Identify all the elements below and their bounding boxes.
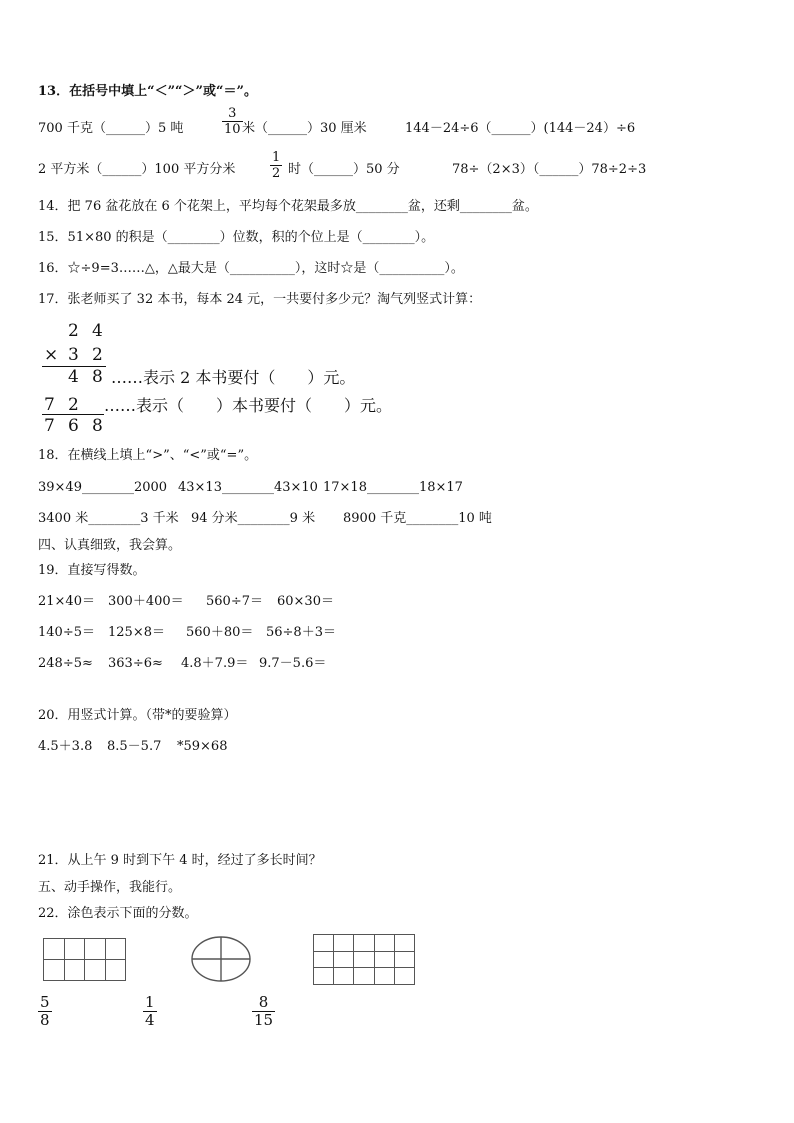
- q17-times-sign: ×: [44, 345, 59, 365]
- q13-r1-c: 144－24÷6（______）(144－24）÷6: [405, 121, 636, 136]
- fraction-numerator: 1: [272, 150, 281, 165]
- q17-rule-2: [42, 414, 104, 415]
- q13-r1-fraction: [222, 106, 243, 137]
- q17-result-digit: 8: [92, 416, 103, 436]
- q17-mid-digit: 3: [68, 345, 79, 365]
- q17-partial2-digit: 7: [44, 395, 55, 415]
- q19-r1-item: 60×30＝: [277, 594, 334, 609]
- q19-r3-item: 9.7－5.6＝: [259, 656, 327, 671]
- q19-title: 19．直接写得数。: [38, 563, 146, 578]
- q19-r3-item: 363÷6≈: [108, 656, 163, 671]
- q18-title: 18．在横线上填上“>”、“<”或“=”。: [38, 448, 258, 463]
- q13-title: 13．在括号中填上“＜”“＞”或“＝”。: [38, 84, 257, 99]
- q13-r2-c: 78÷（2×3）（______）78÷2÷3: [452, 162, 647, 177]
- q20-title: 20．用竖式计算。（带*的要验算）: [38, 708, 237, 723]
- q13-r2-b: 时（______）50 分: [288, 162, 400, 177]
- q17-top-digit: 2: [68, 321, 79, 341]
- fraction-numerator: 1: [145, 993, 155, 1011]
- q17-partial1-note: ……表示 2 本书要付（ ）元。: [111, 368, 356, 387]
- q22-title: 22．涂色表示下面的分数。: [38, 906, 198, 921]
- q19-r3-item: 4.8＋7.9＝: [181, 656, 249, 671]
- q17-partial2-digit: 2: [68, 395, 79, 415]
- q19-r1-item: 21×40＝: [38, 594, 95, 609]
- q18-r2-item: 94 分米________9 米: [191, 511, 316, 526]
- q19-r2-item: 140÷5＝: [38, 625, 95, 640]
- q19-r1-item: 300＋400＝: [108, 594, 184, 609]
- q19-r1-item: 560÷7＝: [206, 594, 263, 609]
- q17-title: 17．张老师买了 32 本书，每本 24 元，一共要付多少元？淘气列竖式计算：: [38, 292, 482, 307]
- q19-r2-item: 560＋80＝: [186, 625, 254, 640]
- q19-r3-item: 248÷5≈: [38, 656, 93, 671]
- q18-r2-item: 3400 米________3 千米: [38, 511, 179, 526]
- q18-r1-item: 39×49________2000: [38, 480, 168, 495]
- fraction-denominator: 8: [40, 1011, 50, 1029]
- q13-r2-fraction: [270, 150, 282, 181]
- fraction-8-15: [252, 994, 275, 1029]
- q18-r1-item: 43×13________43×10: [178, 480, 318, 495]
- q20-item: 8.5－5.7: [107, 739, 162, 754]
- fraction-denominator: 2: [272, 166, 281, 181]
- fraction-5-8: [38, 994, 52, 1029]
- q21-text: 21．从上午 9 时到下午 4 时，经过了多长时间？: [38, 853, 322, 868]
- q14-text: 14．把 76 盆花放在 6 个花架上，平均每个花架最多放________盆，还剩________盆。: [38, 199, 538, 214]
- q15-text: 15．51×80 的积是（________）位数，积的个位上是（________）。: [38, 230, 435, 245]
- q17-partial1-digit: 4: [68, 367, 79, 387]
- q20-item: *59×68: [177, 739, 228, 754]
- q17-result-digit: 6: [68, 416, 79, 436]
- q17-top-digit: 4: [92, 321, 103, 341]
- q13-r1-b: 米（______）30 厘米: [242, 121, 367, 136]
- grid-2x4[interactable]: [43, 938, 126, 981]
- fraction-denominator: 15: [254, 1011, 274, 1029]
- q18-r2-item: 8900 千克________10 吨: [343, 511, 492, 526]
- ellipse-quarters[interactable]: [190, 934, 252, 984]
- fraction-denominator: 10: [224, 122, 241, 137]
- grid-3x5[interactable]: [313, 934, 415, 985]
- fraction-numerator: 8: [258, 993, 269, 1011]
- fraction-numerator: 3: [228, 106, 237, 121]
- fraction-numerator: 5: [40, 993, 50, 1011]
- q18-r1-item: 17×18________18×17: [323, 480, 463, 495]
- q17-partial1-digit: 8: [92, 367, 103, 387]
- q17-partial2-note: ……表示（ ）本书要付（ ）元。: [104, 396, 393, 415]
- q19-r2-item: 125×8＝: [108, 625, 165, 640]
- q20-item: 4.5＋3.8: [38, 739, 93, 754]
- q13-r2-a: 2 平方米（______）100 平方分米: [38, 162, 236, 177]
- q17-mid-digit: 2: [92, 345, 103, 365]
- section-5-heading: 五、动手操作，我能行。: [38, 880, 182, 895]
- fraction-1-4: [143, 994, 157, 1029]
- section-4-heading: 四、认真细致，我会算。: [38, 538, 182, 553]
- q16-text: 16．☆÷9=3……△，△最大是（__________），这时☆是（__________）。: [38, 261, 464, 276]
- fraction-denominator: 4: [145, 1011, 155, 1029]
- q17-result-digit: 7: [44, 416, 55, 436]
- q19-r2-item: 56÷8＋3＝: [266, 625, 336, 640]
- q13-r1-a: 700 千克（______）5 吨: [38, 121, 184, 136]
